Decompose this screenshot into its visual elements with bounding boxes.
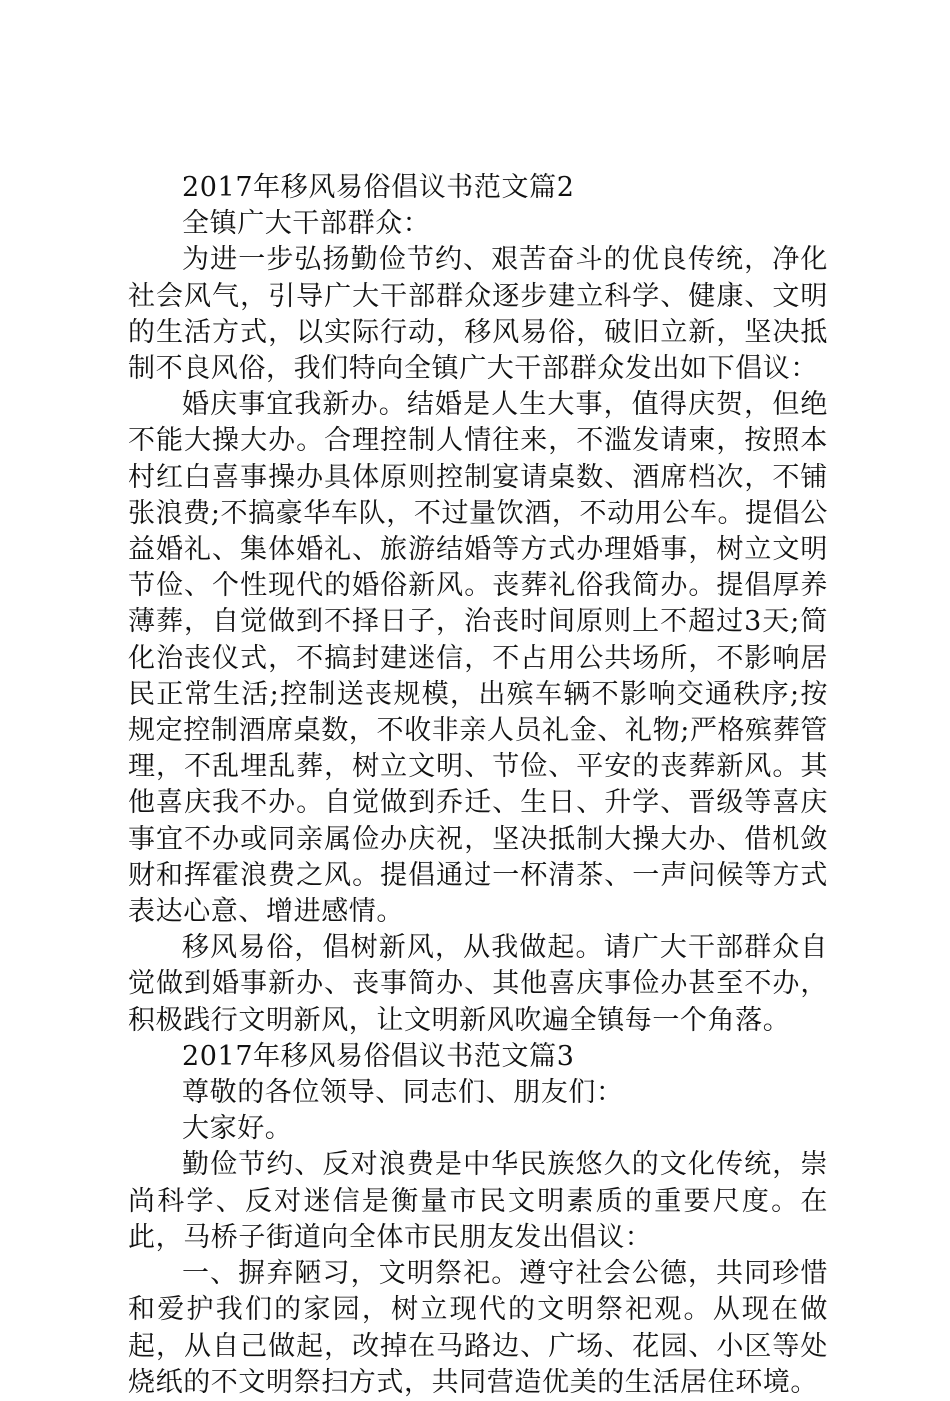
salutation: 尊敬的各位领导、同志们、朋友们： xyxy=(182,1077,624,1109)
paragraph: 勤俭节约、反对浪费是中华民族悠久的文化传统，崇尚科学、反对迷信是衡量市民文明素质的重要尺度。在此，马桥子街道向全体市民朋友发出倡议： xyxy=(128,1149,828,1253)
paragraph: 婚庆事宜我新办。结婚是人生大事，值得庆贺，但绝不能大操大办。合理控制人情往来，不滥发请柬，按照本村红白喜事操办具体原则控制宴请桌数、酒席档次，不铺张浪费;不搞豪华车队，不过量饮酒，不动用公车。提倡公益婚礼、集体婚礼、旅游结婚等方式办理婚事，树立文明节俭、个性现代的婚俗新风。丧葬礼俗我简办。提倡厚养薄葬，自觉做到不择日子，治丧时间原则上不超过3天;简化治丧仪式，不搞封建迷信，不占用公共场所，不影响居民正常生活;控制送丧规模，出殡车辆不影响交通秩序;按规定控制酒席桌数，不收非亲人员礼金、礼物;严格殡葬管理，不乱埋乱葬，树立文明、节俭、平安的丧葬新风。其他喜庆我不办。自觉做到乔迁、生日、升学、晋级等喜庆事宜不办或同亲属俭办庆祝，坚决抵制大操大办、借机敛财和挥霍浪费之风。提倡通过一杯清茶、一声问候等方式表达心意、增进感情。 xyxy=(128,389,828,928)
paragraph: 为进一步弘扬勤俭节约、艰苦奋斗的优良传统，净化社会风气，引导广大干部群众逐步建立科学、健康、文明的生活方式，以实际行动，移风易俗，破旧立新，坚决抵制不良风俗，我们特向全镇广大干部群众发出如下倡议： xyxy=(128,244,828,385)
section-heading: 2017年移风易俗倡议书范文篇2 xyxy=(182,172,575,203)
section-heading: 2017年移风易俗倡议书范文篇3 xyxy=(182,1040,575,1072)
paragraph: 一、摒弃陋习，文明祭祀。遵守社会公德，共同珍惜和爱护我们的家园，树立现代的文明祭祀观。从现在做起，从自己做起，改掉在马路边、广场、花园、小区等处烧纸的不文明祭扫方式，共同营造优美的生活居住环境。 xyxy=(128,1258,828,1398)
document-body xyxy=(128,170,828,1401)
paragraph: 移风易俗，倡树新风，从我做起。请广大干部群众自觉做到婚事新办、丧事简办、其他喜庆事俭办甚至不办，积极践行文明新风，让文明新风吹遍全镇每一个角落。 xyxy=(128,932,828,1036)
salutation: 全镇广大干部群众： xyxy=(182,208,431,240)
greeting: 大家好。 xyxy=(182,1113,293,1145)
